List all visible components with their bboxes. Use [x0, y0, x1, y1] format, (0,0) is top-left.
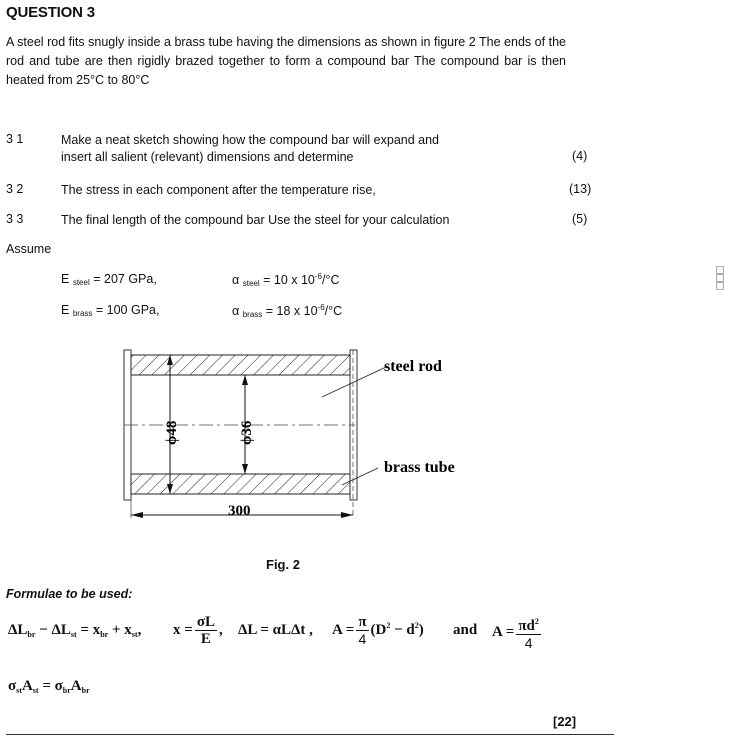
- formulae-heading: Formulae to be used:: [6, 587, 133, 601]
- margin-square-icon: [716, 266, 724, 274]
- subquestion-text-3-1-line1: Make a neat sketch showing how the compound bar will expand and: [61, 133, 440, 147]
- subquestion-marks-3-1: (4): [572, 149, 588, 163]
- length-label: 300: [228, 503, 251, 519]
- subquestion-number-3-2: 3 2: [6, 182, 24, 196]
- footer-divider: [6, 734, 614, 735]
- formula-force-equilibrium: $\sigma_{st}A_{st} = \sigma_{br}A_{br}$: [8, 678, 90, 695]
- subquestion-number-3-3: 3 3: [6, 212, 24, 226]
- formula-tube-area: A = $\frac{\pi}{4}$ $(D^2 - d^2)$: [332, 614, 424, 647]
- subquestion-number-3-1: 3 1: [6, 132, 24, 146]
- subquestion-marks-3-3: (5): [572, 212, 588, 226]
- param-e-brass: E $_{brass}$ = 100 GPa,: [61, 303, 160, 318]
- subquestion-text-3-3: The final length of the compound bar Use the steel for your calculation: [61, 213, 450, 227]
- formula-rod-area: A = $\frac{\pi d^2}{4}$: [492, 614, 543, 651]
- formula-and: and: [453, 622, 478, 638]
- brass-tube-label: brass tube: [384, 459, 455, 476]
- formula-thermal-expansion: ΔL = αLΔt ,: [238, 622, 313, 638]
- param-alpha-steel: α $_{steel}$ = 10 x $10^{-6}/^\circ C$: [232, 272, 340, 289]
- formula-compatibility: $\Delta L_{br} - \Delta L_{st} = x_{br} + x_{st}$,: [8, 622, 142, 639]
- brass-tube-top-wall: [131, 355, 350, 375]
- total-marks: [22]: [553, 714, 577, 729]
- param-alpha-brass: α $_{brass}$ = 18 x $10^{-6}/^\circ C$: [232, 303, 343, 320]
- question-title: QUESTION 3: [6, 4, 95, 21]
- brass-tube-bottom-wall: [131, 474, 350, 494]
- subquestion-text-3-1-line2: insert all salient (relevant) dimensions and determine: [61, 150, 354, 164]
- assume-label: Assume: [6, 242, 52, 256]
- outer-diameter-label: ϕ48: [164, 420, 180, 445]
- figure-caption: Fig. 2: [266, 557, 300, 572]
- question-intro: A steel rod fits snugly inside a brass tube having the dimensions as shown in figure 2 The ends of the rod and tube are then rigidly brazed together to form a compound bar The compound bar is then heated from 25°C to 80°C: [6, 35, 566, 87]
- margin-square-icon: [716, 282, 724, 290]
- steel-rod-label: steel rod: [384, 358, 442, 375]
- formula-extension: x = $\frac{\sigma L}{E}$ ,: [173, 614, 223, 647]
- subquestion-text-3-2: The stress in each component after the temperature rise,: [61, 183, 376, 197]
- subquestion-marks-3-2: (13): [569, 182, 592, 196]
- inner-diameter-label: ϕ36: [239, 420, 255, 445]
- compound-bar-figure: [110, 340, 490, 530]
- param-e-steel: E $_{steel}$ = 207 GPa,: [61, 272, 157, 287]
- margin-square-icon: [716, 274, 724, 282]
